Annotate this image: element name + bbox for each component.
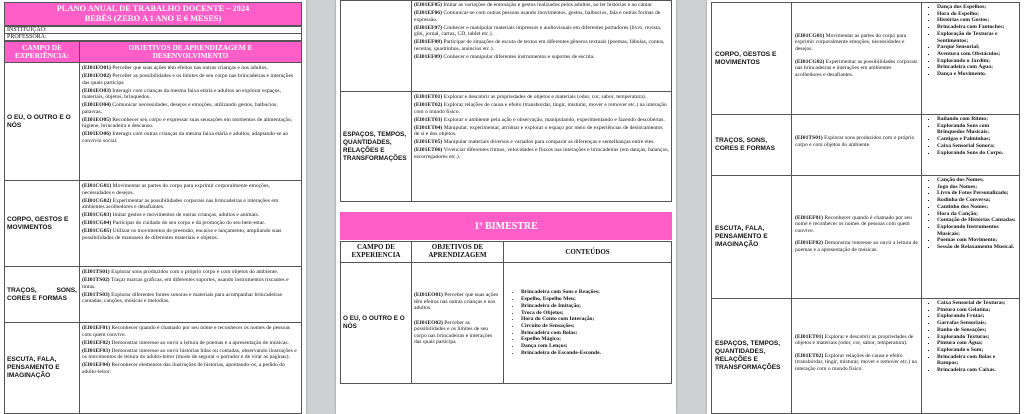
campo-label: TRAÇOS, SONS, CORES E FORMAS [711,114,792,176]
objective-item [82,117,299,130]
objective-text: Demonstrar interesse ao ouvir a leitura de poemas e a apresentação de músicas. [109,339,289,346]
objective-item [414,94,669,101]
objective-code: (EI01CG02) [795,58,825,65]
objective-code: (EI01EF06) [414,9,442,16]
conteudo-item: • Troca de Objetos; [521,310,601,317]
conteudos-list [512,289,601,356]
objective-text: Comunicar-se com outras pessoas usando movimentos, gestos, balbucios, fala e outras formas de expressão. [414,9,661,23]
objective-code: (EI01EF09) [414,53,442,60]
objective-text: Reconhecer seu corpo e expressar suas sensações em momentos de alimentação, higiene, brincadeira e descanso. [82,116,293,130]
objective-code: (EI01EO02) [414,319,443,326]
conteudo-item: ▪ Dança e Movimento. [937,71,1017,78]
conteudos-list [928,177,1017,251]
objective-code: (EI01EF02) [82,339,110,346]
objective-text: Explorar relações de causa e efeito (transbordar, tingir, misturar, mover e remover etc.) na interação com o mundo físico. [795,352,917,372]
objective-item [82,65,299,72]
objective-code: (EI01CG05) [82,228,112,235]
campo-label: ESCUTA, FALA, PENSAMENTO E IMAGINAÇÃO [711,175,792,299]
conteudo-item: ▪ Hora do Espelho; [937,11,1017,18]
objective-text: Perceber que suas ações têm efeitos nas outras crianças e nos adultos. [414,291,499,312]
conteudo-item: ▪ Explorando Texturas; [937,334,1017,341]
objective-code: (EI01CG04) [82,220,112,227]
objective-text: Demonstrar interesse ao ouvir a leitura de poemas e a apresentação de músicas. [795,240,918,253]
conteudo-item: ▪ Brincadeira com Bolas e Rampas; [937,354,1017,367]
conteudo-item: ▪ Livro de Fotos Personalizado; [937,190,1017,197]
objective-code: (EI01ET01) [795,333,824,340]
document-page-3 [707,0,1024,414]
objective-text: Comunicar necessidades, desejos e emoções, utilizando gestos, balbucios, palavras. [82,102,278,115]
objective-text: Movimentar as partes do corpo para exprimir corporalmente emoções, necessidades e desejos. [795,32,907,52]
conteudo-item: ▪ Explorando Sons do Corpo. [937,150,1017,157]
objective-code: (EI01ET05) [414,139,443,146]
objective-text: Interagir com crianças da mesma faixa etária e adultos ao explorar espaços, materiais, objetos, brinquedos. [82,87,281,101]
objective-code: (EI01ET02) [414,101,443,108]
objective-item [795,353,918,373]
conteudo-item: • Circuito de Sensações; [521,323,601,330]
objective-code: (EI01ET01) [414,94,443,100]
objectives-cell [79,62,302,181]
objectives-cell [79,180,302,267]
objective-code: (EI01EF05) [414,2,442,8]
objective-item [795,334,918,347]
conteudo-item: ▪ Aventura com Obstáculos; [937,51,1017,58]
objective-text: Perceber as possibilidades e os limites de seu corpo nas brincadeiras e interações das quais participa [82,72,294,86]
objective-code: (EI01EO02) [82,72,111,79]
objective-code: (EI01EF08) [414,39,442,46]
conteudo-item: ▪ Brincadeira com Caixas. [937,367,1017,374]
objective-text: Explorar o ambiente pela ação e observação, manipulando, experimentando e fazendo descobertas. [442,116,665,123]
objective-code: (EI01TS01) [82,269,110,275]
campo-label: ESCUTA, FALA, PENSAMENTO E IMAGINAÇÃO [4,322,80,414]
objective-item [414,10,669,23]
conteudo-item: ▪ Poemas com Movimento; [937,237,1017,244]
objective-text: Participar do cuidado do seu corpo e da promoção do seu bem-estar. [111,220,266,227]
conteudo-item: ▪ Garrafas Sensoriais; [937,320,1017,327]
conteudo-item: ▪ Sessão de Relaxamento Musical. [937,244,1017,251]
conteudo-item: ▪ Explorando o Som; [937,347,1017,354]
plan-title: PLANO ANUAL DE TRABALHO DOCENTE – 2024 [56,4,250,13]
conteudo-item: • Dança com Lenços; [521,343,601,350]
objective-item [414,139,669,146]
objective-item [795,33,918,53]
objective-code: (EI01TS01) [795,135,823,142]
objective-code: (EI01CG02) [82,197,112,204]
objective-item [82,292,299,305]
conteudos-list [928,116,1017,156]
conteudo-item: • Brincadeira com Sons e Reações; [521,289,601,296]
objective-item [82,269,299,276]
objective-text: Conhecer e manipular diferentes instrumentos e suportes de escrita. [441,53,595,60]
objectives-cell [791,298,922,414]
plan-subtitle: BEBÊS (ZERO A 1 ANO E 6 MESES) [84,14,222,23]
objective-code: (EI01EO01) [82,65,111,71]
objective-code: (EI01EF03) [82,347,110,354]
objective-code: (EI01EO04) [82,102,111,109]
conteudo-item: • Brincadeira com Bolas; [521,330,601,337]
continued-campo-cell [340,0,412,92]
conteudo-item: • Hora do Conto com Interação; [521,316,601,323]
objective-item [414,54,669,61]
conteudo-item: ▪ Explorando Frutas; [937,313,1017,320]
objective-item [82,277,299,290]
conteudo-item: • Brincadeira de Imitação; [521,303,601,310]
objective-code: (EI01CG01) [795,32,825,39]
document-page-2 [336,0,676,414]
objective-text: Explorar e descobrir as propriedades de objetos e materiais (odor, cor, sabor, temperatura). [442,94,647,100]
objective-code: (EI01EO06) [82,131,111,138]
objective-text: Experimentar as possibilidades corporais nas brincadeiras e interações em ambientes acolhedores e desafiantes. [795,58,918,78]
objective-item [82,362,299,375]
objective-text: Experimentar as possibilidades corporais nas brincadeiras e interações em ambientes acolhedores e desafiantes. [82,197,279,211]
conteudo-item: ▪ Histórias com Gestos; [937,17,1017,24]
objective-code: (EI01ET04) [414,124,443,131]
objective-code: (EI01EF07) [414,24,442,31]
objective-item [82,73,299,86]
objective-item [414,292,501,312]
objective-code: (EI01ET03) [414,116,443,123]
objective-item [414,125,669,138]
objective-text: Reconhecer quando é chamado por seu nome e reconhecer os nomes de pessoas com quem convive. [795,214,912,234]
objective-text: Traçar marcas gráficas, em diferentes suportes, usando instrumentos riscantes e tintas. [82,276,289,290]
objective-item [82,220,299,227]
objective-code: (EI01EF01) [82,325,110,331]
objective-text: Explorar e descobrir as propriedades de objetos e materiais (odor, cor, sabor, temperatura). [795,333,914,347]
objective-item [82,88,299,101]
objective-code: (EI01ET02) [795,352,824,359]
campo-label: O EU, O OUTRO E O NÓS [4,62,80,181]
objective-code: (EI01EF02) [795,240,823,247]
conteudo-item: ▪ Pintura com Gelatina; [937,307,1017,314]
campo-label: TRAÇOS, SONS, CORES E FORMAS [4,266,80,323]
objectives-cell [791,2,922,115]
objective-text: Interagir com outras crianças da mesma faixa etária e adultos, adaptando-se ao convívio social. [82,131,289,144]
objective-item [414,2,669,9]
objective-code: (EI01EO05) [82,116,111,123]
campo-label-eo-2: O EU, O OUTRO E O NÓS [340,262,412,384]
objective-code: (EI01EO03) [82,87,111,94]
objective-code: (EI01TS02) [82,276,110,283]
objective-code: (EI01TS03) [82,291,110,298]
bimestre-banner: 1º BIMESTRE [340,212,672,240]
objective-item [82,198,299,211]
objective-item [82,325,299,338]
objective-text: Conhecer e manipular materiais impressos e audiovisuais em diferentes portadores (livro, revista, gibi, jornal, cartaz, CD, tablet etc.). [414,24,662,38]
objective-text: Utilizar os movimentos de preensão, encaixe e lançamento, ampliando suas possibilidades de manuseio de diferentes materiais e objetos. [82,228,282,241]
conteudo-item: ▪ Brincadeira com Água; [937,64,1017,71]
objectives-cell [791,175,922,299]
objective-code: (EI01ET06) [414,147,443,154]
conteudos-cell [921,114,1020,176]
objective-item [82,183,299,196]
conteudos-list [928,4,1017,78]
conteudo-item: ▪ Explorando Sons com Brinquedos Musicais; [937,123,1017,136]
conteudos-cell [921,175,1020,299]
objective-text: Reconhecer quando é chamado por seu nome e reconhecer os nomes de pessoas com quem convive. [82,325,290,338]
objectives-cell [79,322,302,414]
conteudo-item: ▪ Brincadeira com Fantoches; [937,24,1017,31]
objective-code: (EI01EF04) [82,362,110,369]
conteudos-header: CONTEÚDOS [503,241,672,263]
ef-objectives-cell [411,0,672,92]
objective-text: Explorar sons produzidos com o próprio corpo e com objetos do ambiente. [795,135,915,148]
teacher-field: PROFESSORA: [4,33,302,41]
campo-label: ESPAÇOS, TEMPOS, QUANTIDADES, RELAÇÕES E TRANSFORMAÇÕES [711,298,792,414]
conteudos-cell [921,2,1020,115]
conteudo-item: • Brincadeira de Esconde-Esconde. [521,350,601,357]
conteudo-item: ▪ Explorando o Jardim; [937,58,1017,65]
objective-text: Manipular, experimentar, arrumar e explorar o espaço por meio de experiências de deslocamentos de si e dos objetos. [414,124,663,138]
conteudos-cell [921,298,1020,414]
objective-text: Explorar sons produzidos com o próprio corpo e com objetos do ambiente. [109,269,279,275]
campo-label: CORPO, GESTOS E MOVIMENTOS [711,2,792,115]
objective-text: Demonstrar interesse ao ouvir histórias lidas ou contadas, observando ilustrações e os movimentos de leitura do adulto-leitor (modo de segurar o portador e de virar as páginas). [82,347,297,361]
objective-text: Reconhecer elementos das ilustrações de histórias, apontando-os, a pedido do adulto-leitor. [82,362,285,375]
conteudo-item: ▪ Caixa Sensorial Sonora; [937,143,1017,150]
objective-code: (EI01CG03) [82,212,112,219]
objetivos-header: OBJETIVOS DE APRENDIZAGEM E DESENVOLVIMENTO [79,41,302,63]
campo-header: CAMPO DE EXPERIÊNCIA: [4,41,80,63]
objective-item [414,25,669,38]
campo-label: CORPO, GESTOS E MOVIMENTOS [4,180,80,267]
objective-text: Explorar diferentes fontes sonoras e materiais para acompanhar brincadeiras cantadas, canções, músicas e melodias. [82,291,282,305]
objective-text: Manipular materiais diversos e variados para comparar as diferenças e semelhanças entre eles. [442,139,655,146]
objetivos-header-2: OBJETIVOS DE APRENDIZAGEM [411,241,504,263]
campo-header-2: CAMPO DE EXPERIENCIA [340,241,412,263]
conteudo-item: ▪ Dança dos Espelhos; [937,4,1017,11]
objective-item [414,147,669,160]
objective-item [414,102,669,115]
objective-item [82,228,299,241]
objective-item [795,135,918,148]
objective-item [795,240,918,253]
objectives-cell [791,114,922,176]
objective-text: Perceber que suas ações têm efeitos nas outras crianças e nos adultos. [110,65,268,71]
objective-item [414,320,501,346]
campo-label-et: ESPAÇOS, TEMPOS, QUANTIDADES, RELAÇÕES E TRANSFORMAÇÕES [340,91,412,202]
conteudo-item: ▪ Pintura com Água; [937,340,1017,347]
objectives-cell [79,266,302,323]
plan-title-banner [4,2,302,26]
conteudo-item: • Espelho Mágico; [521,336,601,343]
conteudo-item: ▪ Exploração de Texturas e Sentimentos; [937,31,1017,44]
objective-text: Imitar as variações de entonação e gestos realizados pelos adultos, ao ler histórias e ao cantar. [441,2,653,8]
objective-item [795,59,918,79]
conteudo-item: ▪ Hora da Canção; [937,211,1017,218]
objective-text: Perceber as possibilidades e os limites de seu corpo nas brincadeiras e interações das quais participa [414,319,493,346]
objective-item [414,117,669,124]
objective-text: Participar de situações de escuta de textos em diferentes gêneros textuais (poemas, fábulas, contos, receitas, quadrinhos, anúncios etc.). [414,39,665,52]
objective-item [795,215,918,235]
conteudo-item: ▪ Bailando com Ritmo; [937,116,1017,123]
et-objectives-cell [411,91,672,202]
objective-item [82,131,299,144]
objective-item [82,348,299,361]
objective-item [82,102,299,115]
conteudos-cell-2 [503,262,672,384]
objective-item [82,340,299,347]
conteudo-item: ▪ Jogo dos Nomes; [937,184,1017,191]
eo-objectives-cell-2 [411,262,504,384]
conteudo-item: ▪ Parque Sensorial; [937,44,1017,51]
conteudo-item: ▪ Contação de Histórias Cantadas; [937,217,1017,224]
conteudo-item: ▪ Cantigas e Palminhas; [937,136,1017,143]
objective-item [82,212,299,219]
objective-code: (EI01CG01) [82,183,112,189]
conteudo-item: ▪ Cantinho dos Nomes; [937,204,1017,211]
conteudo-item: ▪ Banho de Sensações; [937,327,1017,334]
institution-field: INSTITUIÇÃO: [4,26,302,34]
objective-text: Imitar gestos e movimentos de outras crianças, adultos e animais. [111,212,260,219]
conteudo-item: ▪ Caixa Sensorial de Texturas; [937,300,1017,307]
conteudo-item: ▪ Explorando Instrumentos Musicais; [937,224,1017,237]
objective-text: Vivenciar diferentes ritmos, velocidades e fluxos nas interações e brincadeiras (em danças, balanços, escorregadores etc.). [414,147,669,160]
objective-code: (EI01EF01) [795,214,823,221]
conteudo-item: ▪ Rodinha de Conversa; [937,197,1017,204]
objective-text: Explorar relações de causa e efeito (transbordar, tingir, misturar, mover e remover etc.) na interação com o mundo físico. [414,101,667,115]
conteudos-list [928,300,1017,374]
objective-text: Movimentar as partes do corpo para exprimir corporalmente emoções, necessidades e desejos. [82,183,270,196]
objective-code: (EI01EO01) [414,291,443,298]
conteudo-item: • Espelho, Espelho Meu; [521,296,601,303]
conteudo-item: ▪ Canção dos Nomes; [937,177,1017,184]
document-page-1 [0,0,306,414]
objective-item [414,39,669,52]
